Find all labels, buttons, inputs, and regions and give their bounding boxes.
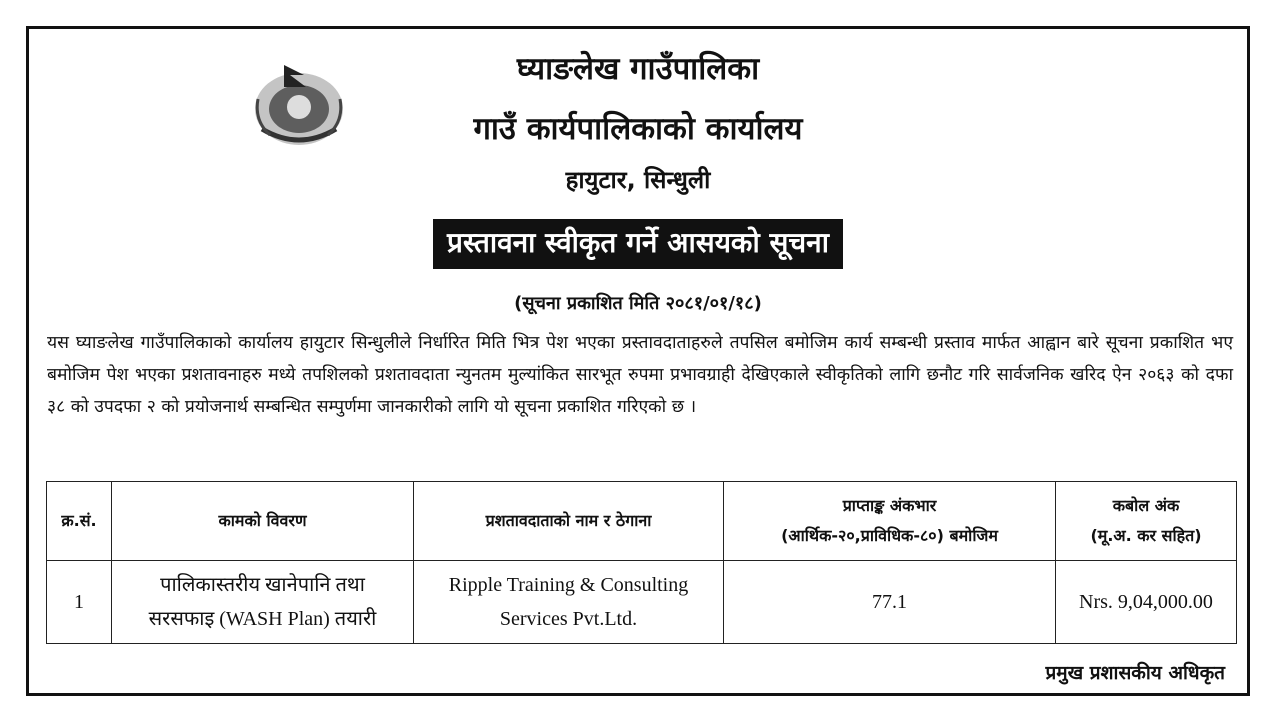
cell-sn: 1 xyxy=(47,561,112,644)
cell-work-line2: सरसफाइ (WASH Plan) तयारी xyxy=(148,608,377,630)
notice-paragraph: यस घ्याङलेख गाउँपालिकाको कार्यालय हायुटार सिन्धुलीले निर्धारित मिति भित्र पेश भएका प्रस्तावदाताहरुले तपसिल बमोजिम कार्य सम्बन्धी प्रस्ताव मार्फत आह्वान बारे सूचना प्रकाशित भए बमोजिम पेश भएका प्रशतावनाहरु मध्ये तपशिलको प्रशतावदाता न्युनतम मुल्यांकित सारभूत रुपमा प्रभावग्राही देखिएकाले स्वीकृतिको लागि छनौट गरि सार्वजनिक खरिद ऐन २०६३ को दफा ३८ को उपदफा २ को प्रयोजनार्थ सम्बन्धित सम्पुर्णमा जानकारीको लागि यो सूचना प्रकाशित गरिएको छ । xyxy=(47,333,1233,417)
award-table xyxy=(46,481,1237,644)
signatory-title: प्रमुख प्रशासकीय अधिकृत xyxy=(1045,662,1225,684)
header-bidder: प्रशतावदाताको नाम र ठेगाना xyxy=(414,482,724,561)
office-address: हायुटार, सिन्धुली xyxy=(565,166,711,194)
table-row xyxy=(47,561,1237,644)
notice-frame xyxy=(26,26,1250,696)
header-sn: क्र.सं. xyxy=(47,482,112,561)
notice-title: प्रस्तावना स्वीकृत गर्ने आसयको सूचना xyxy=(433,219,843,269)
table-header-row xyxy=(47,482,1237,561)
header-score xyxy=(724,482,1056,561)
office-name: गाउँ कार्यपालिकाको कार्यालय xyxy=(473,111,803,147)
header-amount-line1: कबोल अंक xyxy=(1112,496,1180,515)
header-amount xyxy=(1056,482,1237,561)
publication-date: (सूचना प्रकाशित मिति २०८१/०१/१८) xyxy=(514,293,762,314)
cell-work xyxy=(112,561,414,644)
header-score-line1: प्राप्ताङ्क अंकभार xyxy=(842,496,937,515)
municipality-name: घ्याङलेख गाउँपालिका xyxy=(516,51,760,87)
header-amount-line2: (मू.अ. कर सहित) xyxy=(1090,526,1202,545)
cell-bidder-line1: Ripple Training & Consulting xyxy=(448,574,689,596)
header-score-line2: (आर्थिक-२०,प्राविधिक-८०) बमोजिम xyxy=(781,526,998,545)
header-work: कामको विवरण xyxy=(112,482,414,561)
cell-bidder-line2: Services Pvt.Ltd. xyxy=(499,608,638,630)
notice-title-banner xyxy=(29,219,1247,269)
cell-work-line1: पालिकास्तरीय खानेपानि तथा xyxy=(160,574,365,596)
cell-score: 77.1 xyxy=(724,561,1056,644)
cell-amount: Nrs. 9,04,000.00 xyxy=(1056,561,1237,644)
cell-bidder xyxy=(414,561,724,644)
